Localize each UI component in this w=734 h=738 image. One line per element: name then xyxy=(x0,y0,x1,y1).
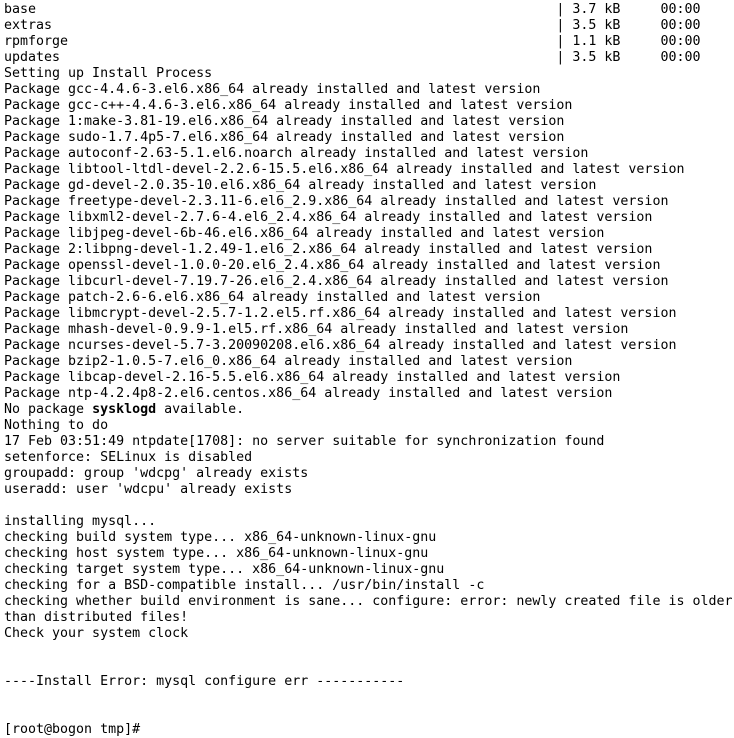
repo-line-rpmforge: rpmforge | 1.1 kB 00:00 xyxy=(4,34,701,49)
package-line: Package patch-2.6-6.el6.x86_64 already installed and latest version xyxy=(4,290,541,305)
package-line: Package libmcrypt-devel-2.5.7-1.2.el5.rf.x86_64 already installed and latest version xyxy=(4,306,677,321)
repo-line-extras: extras | 3.5 kB 00:00 xyxy=(4,18,701,33)
package-line: Package 2:libpng-devel-1.2.49-1.el6_2.x86_64 already installed and latest version xyxy=(4,242,653,257)
checking-host-line: checking host system type... x86_64-unknown-linux-gnu xyxy=(4,546,429,561)
package-line: Package libtool-ltdl-devel-2.2.6-15.5.el6.x86_64 already installed and latest version xyxy=(4,162,685,177)
package-line: Package bzip2-1.0.5-7.el6_0.x86_64 already installed and latest version xyxy=(4,354,573,369)
package-line: Package 1:make-3.81-19.el6.x86_64 already installed and latest version xyxy=(4,114,565,129)
package-line: Package sudo-1.7.4p5-7.el6.x86_64 already installed and latest version xyxy=(4,130,565,145)
shell-prompt[interactable]: [root@bogon tmp]# xyxy=(4,722,141,737)
no-package-suffix: available. xyxy=(156,402,245,417)
blank-line xyxy=(4,706,734,722)
useradd-line: useradd: user 'wdcpu' already exists xyxy=(4,482,293,497)
configure-error-continuation-line: than distributed files! xyxy=(4,610,189,625)
checking-bsd-install-line: checking for a BSD-compatible install... /usr/bin/install -c xyxy=(4,578,485,593)
groupadd-line: groupadd: group 'wdcpg' already exists xyxy=(4,466,309,481)
repo-line-updates: updates | 3.5 kB 00:00 xyxy=(4,50,701,65)
package-line: Package mhash-devel-0.9.9-1.el5.rf.x86_64 already installed and latest version xyxy=(4,322,629,337)
status-line-setting-up-install: Setting up Install Process xyxy=(4,66,213,81)
setenforce-line: setenforce: SELinux is disabled xyxy=(4,450,253,465)
blank-line xyxy=(4,658,734,674)
package-line: Package autoconf-2.63-5.1.el6.noarch already installed and latest version xyxy=(4,146,589,161)
package-line: Package gd-devel-2.0.35-10.el6.x86_64 already installed and latest version xyxy=(4,178,597,193)
package-line: Package libcap-devel-2.16-5.5.el6.x86_64 already installed and latest version xyxy=(4,370,621,385)
package-line: Package ntp-4.2.4p8-2.el6.centos.x86_64 already installed and latest version xyxy=(4,386,613,401)
blank-line xyxy=(4,498,734,514)
install-error-banner: ----Install Error: mysql configure err ----------- xyxy=(4,674,405,689)
blank-line xyxy=(4,690,734,706)
ntpdate-line: 17 Feb 03:51:49 ntpdate[1708]: no server suitable for synchronization found xyxy=(4,434,605,449)
blank-line xyxy=(4,642,734,658)
repo-line-base: base | 3.7 kB 00:00 xyxy=(4,2,701,17)
installing-mysql-line: installing mysql... xyxy=(4,514,157,529)
no-package-prefix: No package xyxy=(4,402,93,417)
package-line: Package libxml2-devel-2.7.6-4.el6_2.4.x86_64 already installed and latest version xyxy=(4,210,653,225)
status-line-nothing-to-do: Nothing to do xyxy=(4,418,109,433)
package-line: Package libjpeg-devel-6b-46.el6.x86_64 already installed and latest version xyxy=(4,226,605,241)
checking-build-line: checking build system type... x86_64-unknown-linux-gnu xyxy=(4,530,437,545)
package-line: Package freetype-devel-2.3.11-6.el6_2.9.x86_64 already installed and latest version xyxy=(4,194,669,209)
package-line: Package openssl-devel-1.0.0-20.el6_2.4.x86_64 already installed and latest version xyxy=(4,258,661,273)
no-package-sysklogd-line xyxy=(4,402,734,418)
configure-error-line: checking whether build environment is sane... configure: error: newly created file is older xyxy=(4,594,733,609)
package-line: Package gcc-4.4.6-3.el6.x86_64 already installed and latest version xyxy=(4,82,541,97)
package-line: Package gcc-c++-4.4.6-3.el6.x86_64 already installed and latest version xyxy=(4,98,573,113)
checking-target-line: checking target system type... x86_64-unknown-linux-gnu xyxy=(4,562,445,577)
check-system-clock-line: Check your system clock xyxy=(4,626,189,641)
sysklogd-bold-word: sysklogd xyxy=(92,402,157,417)
package-line: Package libcurl-devel-7.19.7-26.el6_2.4.x86_64 already installed and latest version xyxy=(4,274,669,289)
package-line: Package ncurses-devel-5.7-3.20090208.el6.x86_64 already installed and latest version xyxy=(4,338,677,353)
